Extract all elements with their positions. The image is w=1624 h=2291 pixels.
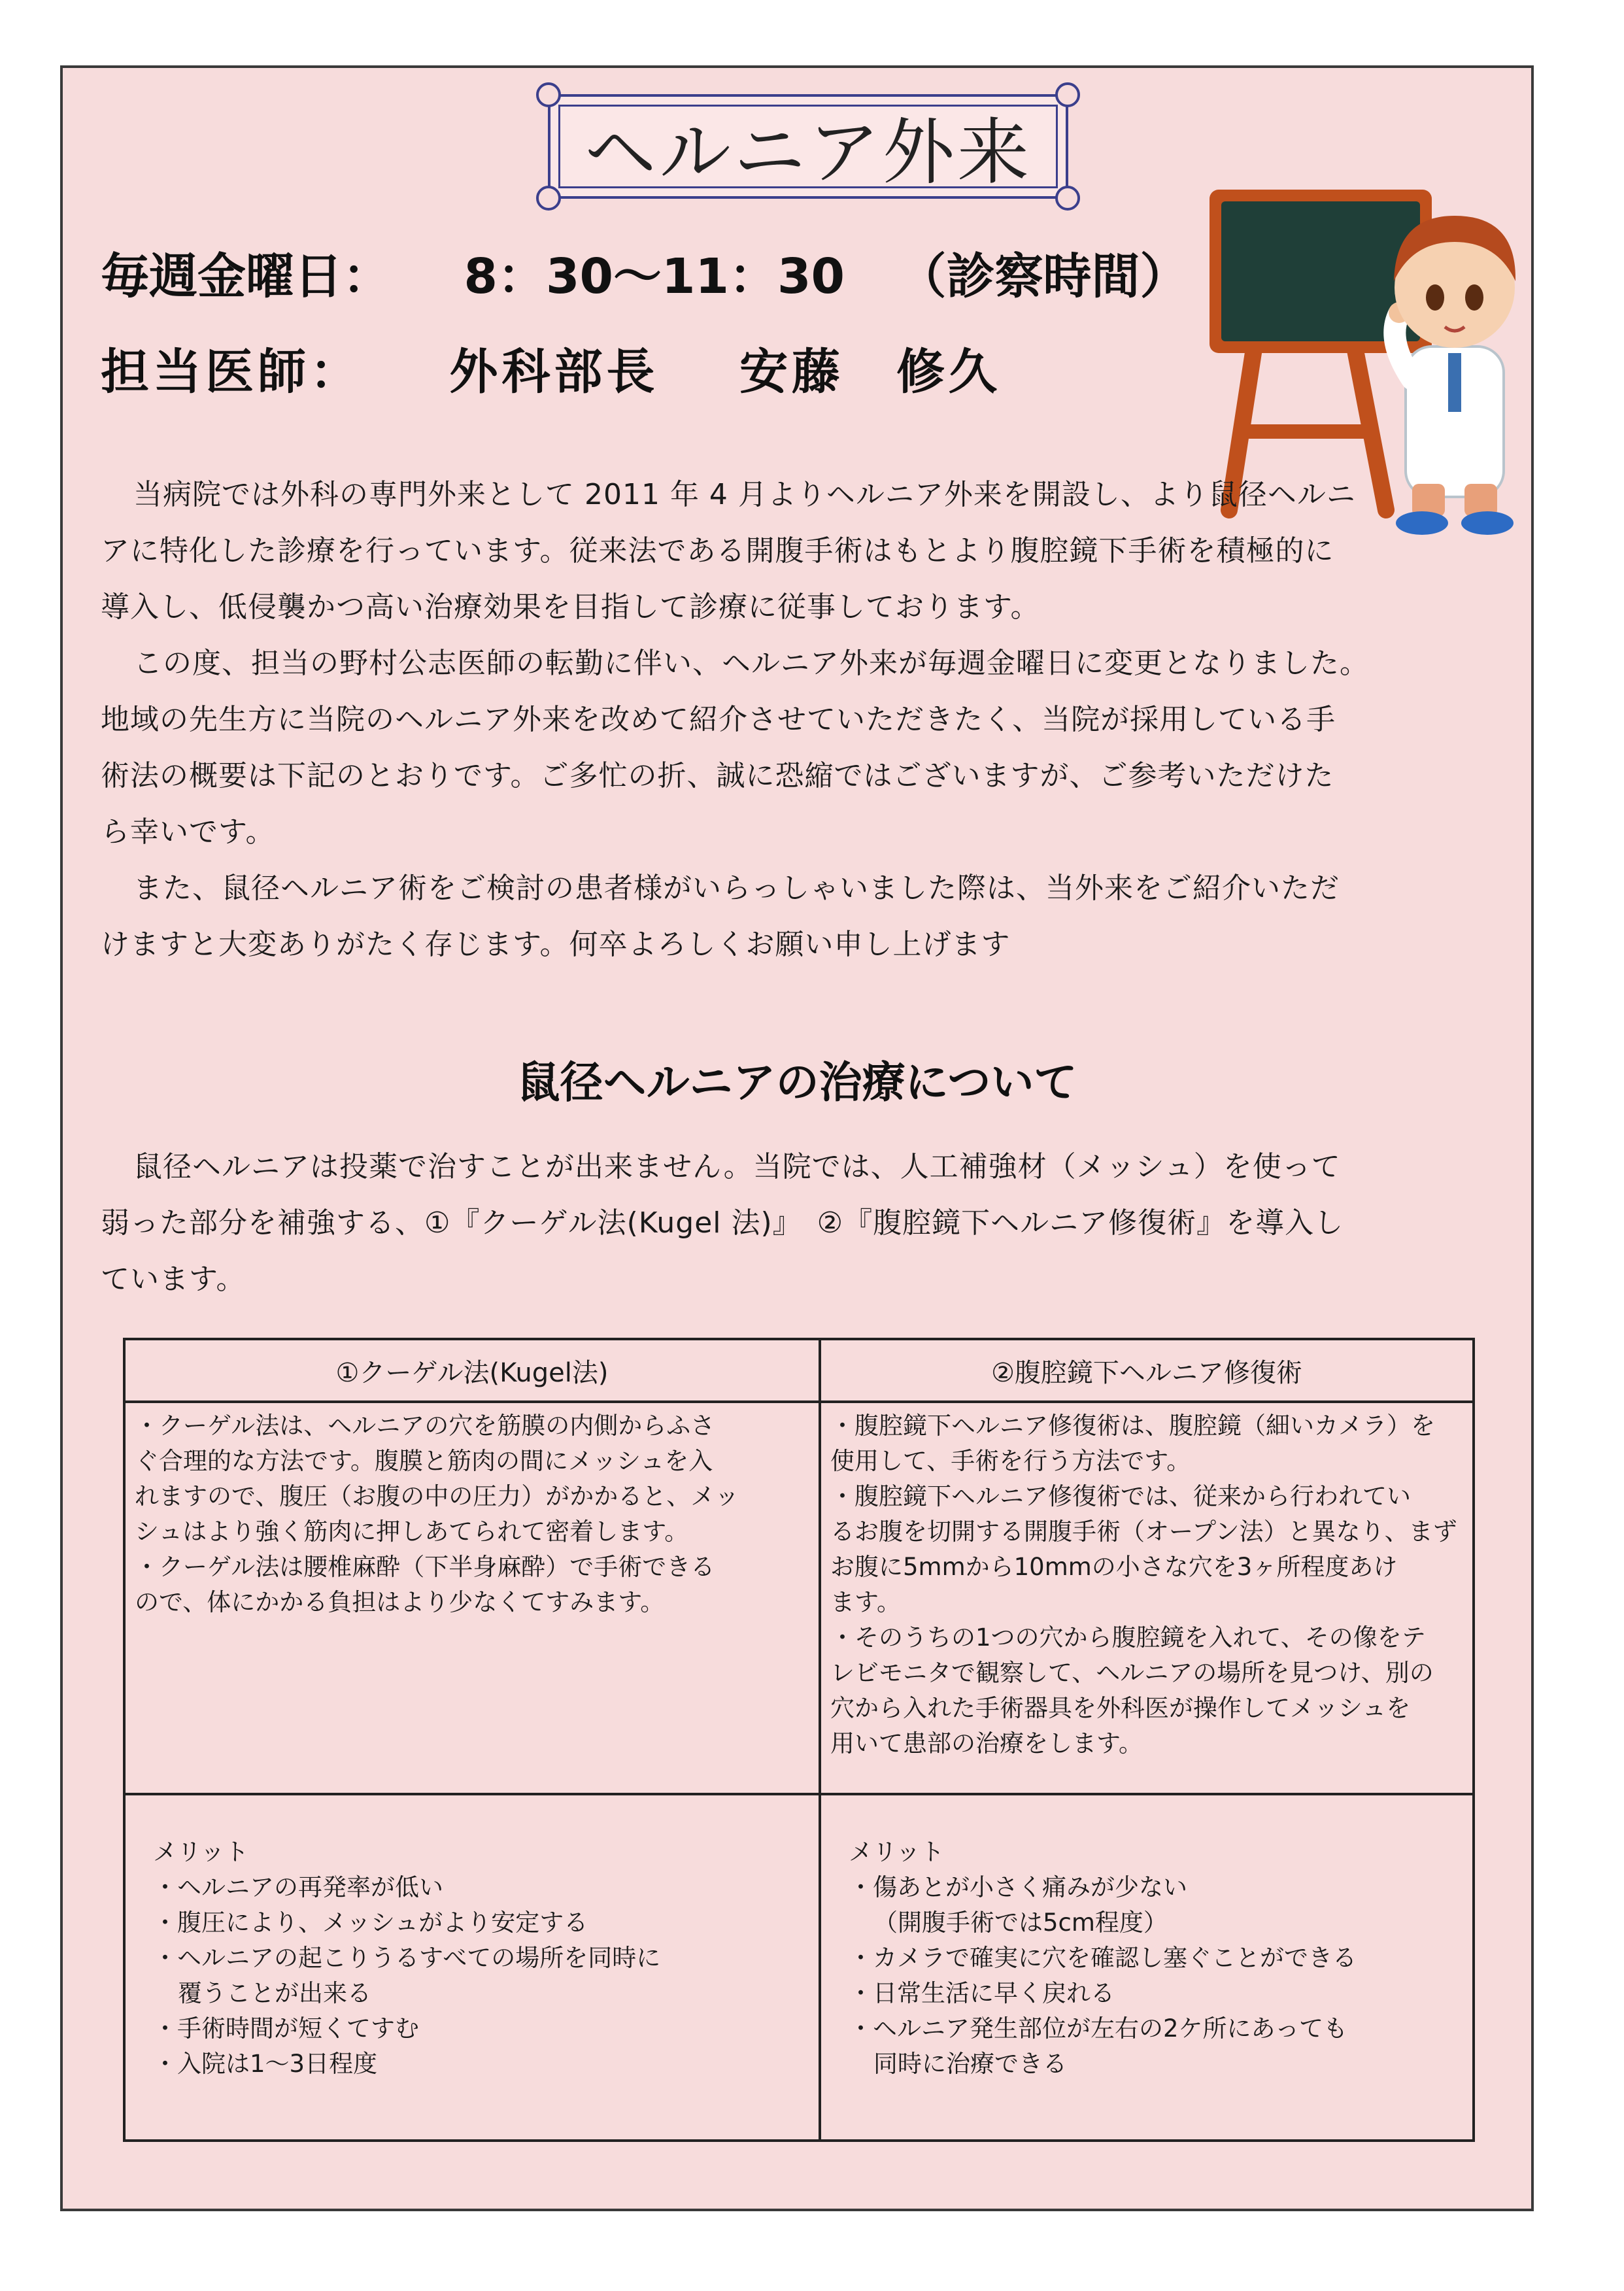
- methods-comparison-table: [123, 1338, 1475, 2142]
- laparoscopic-merits: [820, 1794, 1474, 2141]
- laparoscopic-header: ②腹腔鏡下ヘルニア修復術: [820, 1339, 1474, 1402]
- text-line: この度、担当の野村公志医師の転勤に伴い、ヘルニア外来が毎週金曜日に変更となりました。: [133, 647, 1369, 680]
- document-sheet: [60, 65, 1534, 2211]
- doctor-name: 安藤 修久: [739, 344, 1002, 400]
- treatment-intro: [101, 1139, 1500, 1308]
- intro-paragraph-3: [101, 860, 1500, 973]
- merit-item: ・日常生活に早く戻れる: [849, 1979, 1115, 2007]
- text-line: 弱った部分を補強する、①『クーゲル法(Kugel 法)』 ②『腹腔鏡下ヘルニア修復術』を導入し: [101, 1206, 1344, 1240]
- text-line: ら幸いです。: [101, 815, 275, 849]
- merit-title: メリット: [849, 1838, 945, 1866]
- text-line: るお腹を切開する開腹手術（オープン法）と異なり、まず: [830, 1518, 1457, 1546]
- kugel-description: [124, 1402, 820, 1794]
- kugel-merits: [124, 1794, 820, 2141]
- text-line: アに特化した診療を行っています。従来法である開腹手術はもとより腹腔鏡下手術を積極的に: [101, 534, 1334, 568]
- text-line: れますので、腹圧（お腹の中の圧力）がかかると、メッ: [135, 1482, 739, 1510]
- doctor-label: 担当医師：: [101, 344, 362, 400]
- kugel-header: ①クーゲル法(Kugel法): [124, 1339, 820, 1402]
- merit-item: ・ヘルニアの起こりうるすべての場所を同時に: [153, 1944, 661, 1972]
- text-line: ています。: [101, 1263, 246, 1296]
- section-heading: 鼠径ヘルニアの治療について: [516, 1057, 1077, 1108]
- text-line: シュはより強く筋肉に押しあてられて密着します。: [135, 1518, 689, 1546]
- doctor-department: 外科部長: [449, 344, 659, 400]
- text-line: ので、体にかかる負担はより少なくてすみます。: [135, 1588, 665, 1616]
- intro-paragraph-1: [101, 467, 1500, 636]
- table-row: [124, 1794, 1474, 2141]
- text-line: けますと大変ありがたく存じます。何卒よろしくお願い申し上げます: [101, 928, 1011, 961]
- text-line: 術法の概要は下記のとおりです。ご多忙の折、誠に恐縮ではございますが、ご参考いただけた: [101, 759, 1334, 792]
- kugel-merit-list: [135, 1835, 809, 2082]
- merit-title: メリット: [153, 1838, 249, 1866]
- merit-item: 覆うことが出来る: [178, 1979, 371, 2007]
- clinic-hours: [101, 238, 1189, 307]
- title-banner: [548, 94, 1068, 199]
- text-line: ・クーゲル法は腰椎麻酔（下半身麻酔）で手術できる: [135, 1553, 715, 1581]
- text-line: 鼠径ヘルニアは投薬で治すことが出来ません。当院では、人工補強材（メッシュ）を使って: [133, 1150, 1341, 1183]
- text-line: ます。: [830, 1588, 902, 1616]
- laparoscopic-merit-list: [830, 1835, 1463, 2082]
- text-line: 穴から入れた手術器具を外科医が操作してメッシュを: [830, 1694, 1411, 1722]
- text-line: ・腹腔鏡下ヘルニア修復術では、従来から行われてい: [830, 1482, 1411, 1510]
- merit-item: （開腹手術では5cm程度）: [873, 1909, 1168, 1937]
- text-line: また、鼠径ヘルニア術をご検討の患者様がいらっしゃいました際は、当外来をご紹介いただ: [133, 872, 1340, 905]
- merit-item: ・ヘルニア発生部位が左右の2ケ所にあっても: [849, 2014, 1348, 2043]
- merit-item: 同時に治療できる: [873, 2050, 1067, 2078]
- text-line: 用いて患部の治療をします。: [830, 1729, 1143, 1757]
- merit-item: ・腹圧により、メッシュがより安定する: [153, 1909, 588, 1937]
- schedule-time: 8：30〜11：30: [464, 248, 845, 305]
- text-line: ぐ合理的な方法です。腹膜と筋肉の間にメッシュを入: [135, 1447, 713, 1475]
- page-title: ヘルニア外来: [584, 110, 1032, 194]
- doctor-info: [101, 333, 1001, 403]
- text-line: 導入し、低侵襲かつ高い治療効果を目指して診療に従事しております。: [101, 590, 1040, 624]
- text-line: レビモニタで観察して、ヘルニアの場所を見つけ、別の: [830, 1659, 1434, 1687]
- schedule-note: （診察時間）: [898, 248, 1189, 305]
- table-row: [124, 1402, 1474, 1794]
- text-line: 使用して、手術を行う方法です。: [830, 1447, 1191, 1475]
- text-line: お腹に5mmから10mmの小さな穴を3ヶ所程度あけ: [830, 1553, 1398, 1581]
- text-line: 当病院では外科の専門外来として 2011 年 4 月よりヘルニア外来を開設し、より鼠径ヘルニ: [133, 478, 1356, 511]
- merit-item: ・入院は1〜3日程度: [153, 2050, 378, 2078]
- merit-item: ・ヘルニアの再発率が低い: [153, 1873, 443, 1901]
- text-line: ・そのうちの1つの穴から腹腔鏡を入れて、その像をテ: [830, 1623, 1426, 1652]
- merit-item: ・カメラで確実に穴を確認し塞ぐことができる: [849, 1944, 1357, 1972]
- merit-item: ・傷あとが小さく痛みが少ない: [849, 1873, 1187, 1901]
- laparoscopic-description: [820, 1402, 1474, 1794]
- text-line: 地域の先生方に当院のヘルニア外来を改めて紹介させていただきたく、当院が採用している手: [101, 703, 1336, 736]
- text-line: ・腹腔鏡下ヘルニア修復術は、腹腔鏡（細いカメラ）を: [830, 1412, 1435, 1440]
- intro-paragraph-2: [101, 636, 1500, 860]
- schedule-label: 毎週金曜日：: [101, 248, 391, 305]
- table-header-row: [124, 1339, 1474, 1402]
- merit-item: ・手術時間が短くてすむ: [153, 2014, 419, 2043]
- text-line: ・クーゲル法は、ヘルニアの穴を筋膜の内側からふさ: [135, 1412, 715, 1440]
